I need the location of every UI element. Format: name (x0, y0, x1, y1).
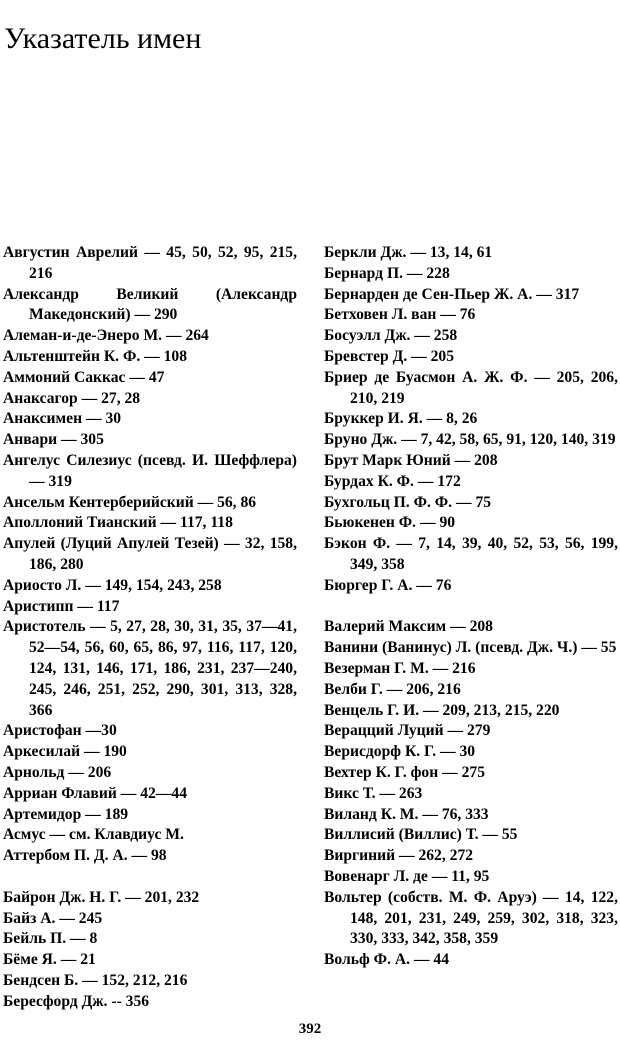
index-entry: Везерман Г. М. — 216 (324, 659, 476, 677)
index-entry: Верацций Луций — 279 (324, 722, 491, 740)
index-entry: Виллисий (Виллис) Т. — 55 (324, 826, 518, 844)
index-entry: Ариосто Л. — 149, 154, 243, 258 (3, 576, 222, 594)
index-group-b-continued (324, 243, 618, 597)
index-entry: Верисдорф К. Г. — 30 (324, 743, 476, 761)
index-entry: Арнольд — 206 (3, 763, 112, 781)
index-entry: Бересфорд Дж. -- 356 (3, 992, 150, 1010)
index-entry: Венцель Г. И. — 209, 213, 215, 220 (324, 701, 560, 719)
index-entry: Апулей (Луций Апулей Тезей) — 32, 158, 186, 280 (3, 535, 297, 573)
index-entry: Ансельм Кентерберийский — 56, 86 (3, 493, 257, 511)
index-entry: Арриан Флавий — 42—44 (3, 784, 187, 802)
index-entry: Асмус — см. Клавдиус М. (3, 826, 184, 844)
index-entry: Бендсен Б. — 152, 212, 216 (3, 971, 188, 989)
index-entry: Аристофан —30 (3, 722, 117, 740)
index-entry: Ангелус Силезиус (псевд. И. Шеффлера) — 319 (3, 451, 297, 490)
page-title: Указатель имен (4, 22, 202, 56)
index-entry: Беркли Дж. — 13, 14, 61 (324, 244, 493, 261)
index-entry: Виргиний — 262, 272 (324, 847, 474, 865)
index-entry: Велби Г. — 206, 216 (324, 680, 461, 698)
index-entry: Бруккер И. Я. — 8, 26 (324, 410, 478, 428)
index-entry: Бриер де Буасмон А. Ж. Ф. — 205, 206, 210, 219 (324, 368, 618, 407)
index-entry: Босуэлл Дж. — 258 (324, 327, 458, 345)
index-entry: Бернарден де Сен-Пьер Ж. А. — 317 (324, 285, 580, 303)
index-entry: Аристипп — 117 (3, 597, 120, 615)
index-entry: Вовенарг Л. де — 11, 95 (324, 867, 490, 885)
index-entry: Альтенштейн К. Ф. — 108 (3, 347, 188, 365)
index-entry: Виланд К. М. — 76, 333 (324, 805, 489, 823)
index-group-b (3, 888, 297, 1013)
index-entry: Бернард П. — 228 (324, 264, 450, 282)
index-entry: Аристотель — 5, 27, 28, 30, 31, 35, 37—41, 52—54, 56, 60, 65, 86, 97, 116, 117, 120, 124, 131, 146, 171, 186, 231, 237—240, 245, 246, 251, 252, 290, 301, 313, 328, 366 (3, 618, 297, 719)
index-entry: Бюргер Г. А. — 76 (324, 576, 452, 594)
index-entry: Аполлоний Тианский — 117, 118 (3, 514, 233, 532)
index-entry: Алеман-и-де-Энеро М. — 264 (3, 327, 209, 345)
index-entry: Анвари — 305 (3, 431, 104, 449)
index-entry: Бёме Я. — 21 (3, 951, 96, 969)
index-group-a (3, 243, 297, 867)
index-entry: Вольф Ф. А. — 44 (324, 951, 450, 969)
letter-group-spacer (324, 597, 618, 618)
index-entry: Викс Т. — 263 (324, 784, 423, 802)
index-entry: Бьюкенен Ф. — 90 (324, 514, 456, 532)
index-entry: Александр Великий (Александр Македонский) — 290 (3, 285, 297, 324)
index-entry: Августин Аврелий — 45, 50, 52, 95, 215, 216 (3, 244, 297, 282)
index-group-v (324, 617, 618, 971)
index-entry: Аммоний Саккас — 47 (3, 368, 165, 386)
index-entry: Ванини (Ванинус) Л. (псевд. Дж. Ч.) — 55 (324, 639, 617, 657)
index-entry: Бейль П. — 8 (3, 930, 98, 948)
index-entry: Бревстер Д. — 205 (324, 347, 454, 365)
index-entry: Артемидор — 189 (3, 805, 129, 823)
index-entry: Бетховен Л. ван — 76 (324, 306, 476, 324)
index-entry: Бэкон Ф. — 7, 14, 39, 40, 52, 53, 56, 199, 349, 358 (324, 535, 618, 573)
index-entry: Вольтер (собств. М. Ф. Аруэ) — 14, 122, 148, 201, 231, 249, 259, 302, 318, 323, 330, 333, 342, 358, 359 (324, 888, 618, 948)
page-number: 392 (298, 1021, 322, 1037)
index-entry: Валерий Максим — 208 (324, 618, 493, 636)
index-entry: Бурдах К. Ф. — 172 (324, 472, 461, 490)
index-entry: Аркесилай — 190 (3, 743, 127, 761)
index-entry: Бухгольц П. Ф. Ф. — 75 (324, 493, 492, 511)
index-entry: Анаксимен — 30 (3, 410, 122, 428)
index-entry: Аттербом П. Д. А. — 98 (3, 847, 167, 865)
letter-group-spacer (3, 867, 297, 888)
index-entry: Анаксагор — 27, 28 (3, 389, 141, 407)
index-entry: Вехтер К. Г. фон — 275 (324, 763, 485, 781)
index-entry: Бруно Дж. — 7, 42, 58, 65, 91, 120, 140, 319 (324, 431, 616, 449)
index-column-left (3, 243, 297, 1012)
index-column-right (324, 243, 618, 971)
index-entry: Байз А. — 245 (3, 909, 103, 927)
index-entry: Байрон Дж. Н. Г. — 201, 232 (3, 888, 200, 906)
index-entry: Брут Марк Юний — 208 (324, 451, 498, 469)
